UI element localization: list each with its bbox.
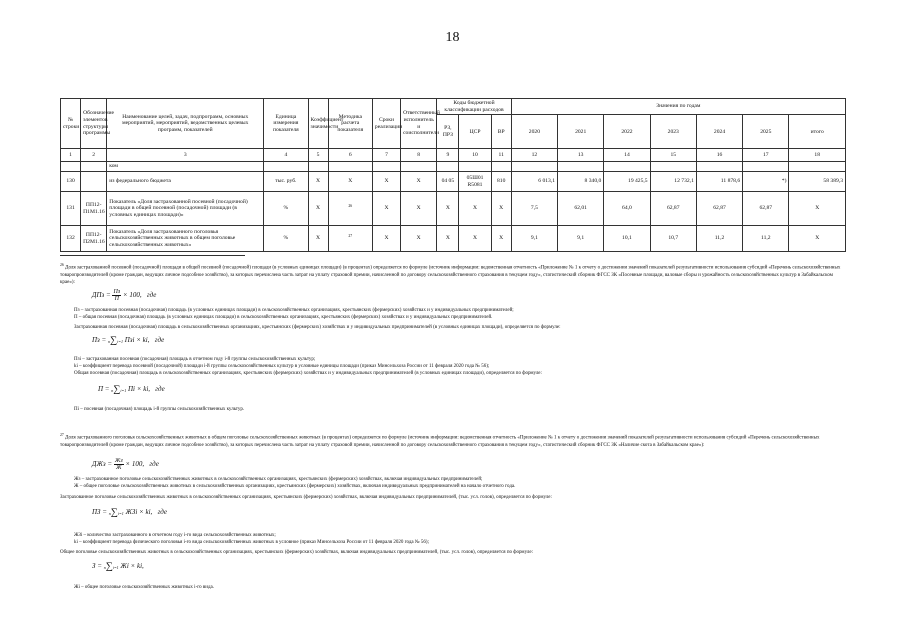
table-header-row [61, 99, 846, 115]
row-vr: 810 [491, 172, 511, 192]
row-value-2024: 11,2 [696, 226, 742, 252]
col-number: 6 [328, 149, 372, 162]
header-csr: ЦСР [459, 115, 491, 149]
row-csr: 05Ш01 R5081 [459, 172, 491, 192]
formula-dpz: ДПз = $\frac{Пз}{П}$ × 100, где [92, 289, 157, 302]
row-value-total: Х [789, 226, 846, 252]
col-number: 14 [604, 149, 650, 162]
col-number: 18 [789, 149, 846, 162]
row-executor: Х [401, 172, 437, 192]
row-csr: Х [459, 226, 491, 252]
footnote-27-intro: $^{27}$ Доля застрахованного поголовья сельскохозяйственных животных в общем поголовье сельскохозяйственных животных (в процентах) определяется по формуле (источник информации: ведомственная отчетность «Приложение № 1 к отчету о достижении значений показателей результативности использования субсидий «Перечень сельскохозяйственных товаропроизводителей (кроме граждан, ведущих личное подсобное хозяйство), за которых перечислена часть затрат на уплату страховой премии, начисленной по договору сельскохозяйственного страхования в текущем году», статистический сборник ФГСС ЗК «Наличие скота в Забайкальском крае»): [60, 433, 820, 448]
footnote-26-number: 26 [60, 263, 64, 267]
footnote-27 [60, 432, 846, 449]
row-rz: Х [437, 226, 459, 252]
row-name: Показатель «Доля застрахованной посевной (посадочной) площади в общей посевной (посадочной) площади (в условных единицах площади)» [107, 192, 264, 226]
col-number: 10 [459, 149, 491, 162]
footnote-26-defs-3: Пi – посевная (посадочная) площадь i-й группы сельскохозяйственных культур. [74, 407, 245, 412]
row-value-2020: 9,1 [511, 226, 557, 252]
footnote-26 [60, 262, 846, 286]
row-method: Х [328, 172, 372, 192]
header-unit: Единица измерения показателя [264, 99, 308, 149]
col-number: 2 [81, 149, 107, 162]
col-number: 16 [696, 149, 742, 162]
formula-p: П = n∑i=1 Пi × ki, где [98, 384, 165, 395]
header-year: 2020 [511, 115, 557, 149]
row-value-2025: *) [743, 172, 789, 192]
row-value-2022: 64,0 [604, 192, 650, 226]
row-value-2025: 62,87 [743, 192, 789, 226]
footnote-separator [60, 255, 245, 256]
row-coef: Х [308, 226, 328, 252]
col-number: 17 [743, 149, 789, 162]
row-method [328, 226, 372, 252]
col-number: 13 [558, 149, 604, 162]
row-value-2021: 9,1 [558, 226, 604, 252]
col-number: 12 [511, 149, 557, 162]
col-number: 3 [107, 149, 264, 162]
col-number: 4 [264, 149, 308, 162]
formula-z: З = n∑i=1 Жi × ki, [92, 561, 144, 572]
row-name: Показатель «Доля застрахованного поголовья сельскохозяйственных животных в общем поголовье сельскохозяйственных животных» [107, 226, 264, 252]
row-vr: Х [491, 192, 511, 226]
header-values-by-year: Значения по годам [511, 99, 845, 115]
indicators-table [60, 98, 846, 252]
footnote-26-defs: Пз – застрахованная посевная (посадочная) площадь (в условных единицах площади) в сельскохозяйственных организациях, крестьянских (фермерских) хозяйствах и у индивидуальных предпринимателей; П – общая посевная (посадочная) площадь (в условных единицах площади) в сельскохозяйственных организациях, крестьянских (фермерских) хозяйствах и у индивидуальных предпринимателей. Застрахованная посевная (посадочная) площадь в сельскохозяйственных организациях, крестьянских (фермерских) хозяйствах и у индивидуальных предпринимателей (в условных единицах площади), определяется по формуле: [74, 308, 561, 330]
header-name: Наименование целей, задач, подпрограмм, основных мероприятий, мероприятий, ведомственных целевых программ, показателей [107, 99, 264, 149]
row-value-2021: 8 340,0 [558, 172, 604, 192]
row-value-2023: 62,87 [650, 192, 696, 226]
page-number: 18 [445, 30, 460, 45]
header-year: 2023 [650, 115, 696, 149]
col-number: 1 [61, 149, 81, 162]
footnote-27-defs-3: Жi – общее поголовье сельскохозяйственных животных i-го вида. [74, 585, 214, 590]
col-number: 7 [372, 149, 400, 162]
formula-pz-animals: ПЗ = n∑i=1 ЖЗi × ki, где [92, 507, 168, 518]
header-num: № строки [61, 99, 81, 149]
footnote-ref[interactable]: 27 [348, 234, 353, 239]
continuation-text: ком [107, 162, 264, 172]
row-num: 131 [61, 192, 81, 226]
row-value-2024: 11 878,6 [696, 172, 742, 192]
header-method: Методика расчета показателя [328, 99, 372, 149]
header-executor: Ответственный исполнитель и соисполнители [401, 99, 437, 149]
row-num: 132 [61, 226, 81, 252]
footnote-ref[interactable]: 26 [348, 204, 353, 209]
header-coef: Коэффициент значимости [308, 99, 328, 149]
row-coef: Х [308, 192, 328, 226]
row-csr: Х [459, 192, 491, 226]
row-value-2022: 10,1 [604, 226, 650, 252]
row-unit: % [264, 192, 308, 226]
table-row [61, 192, 846, 226]
row-designation [81, 172, 107, 192]
footnote-27-defs-2: ЖЗi – количество застрахованного в отчетном году i-го вида сельскохозяйственных животных; ki – коэффициент перевода физического поголовья i-го вида сельскохозяйственных животных в условное (приказ Минсельхоза России от 11 февраля 2020 года № 56); Общее поголовье сельскохозяйственных животных в сельскохозяйственных организациях, крестьянских (фермерских) хозяйствах, включая индивидуальных предпринимателей, (тыс. усл. голов), определяется по формуле: [60, 533, 533, 555]
table-row-continuation [61, 162, 846, 172]
col-number: 11 [491, 149, 511, 162]
row-vr: Х [491, 226, 511, 252]
col-number: 9 [437, 149, 459, 162]
row-terms: Х [372, 172, 400, 192]
row-executor: Х [401, 226, 437, 252]
row-unit: тыс. руб. [264, 172, 308, 192]
col-number: 15 [650, 149, 696, 162]
footnote-27-number: 27 [60, 433, 64, 437]
row-value-2024: 62,87 [696, 192, 742, 226]
row-value-2020: 7,5 [511, 192, 557, 226]
row-value-2025: 11,2 [743, 226, 789, 252]
header-year: 2025 [743, 115, 789, 149]
row-terms: Х [372, 226, 400, 252]
row-designation: ПП12-П1М1.16 [81, 192, 107, 226]
row-num: 130 [61, 172, 81, 192]
row-unit: % [264, 226, 308, 252]
row-designation: ПП12-П2М1.16 [81, 226, 107, 252]
footnote-27-defs: Жз – застрахованное поголовье сельскохозяйственных животных в сельскохозяйственных организациях, крестьянских (фермерских) хозяйствах, включая индивидуальных предпринимателей; Ж – общее поголовье сельскохозяйственных животных в сельскохозяйственных организациях, крестьянских (фермерских) хозяйствах, включая индивидуальных предпринимателей на начало отчетного года. Застрахованное поголовье сельскохозяйственных животных в сельскохозяйственных организациях, крестьянских (фермерских) хозяйствах, включая индивидуальных предпринимателей, (тыс. усл. голов), определяется по формуле: [60, 477, 552, 500]
header-rz: РЗ, ПРЗ [437, 115, 459, 149]
row-value-2020: 6 013,1 [511, 172, 557, 192]
table-row [61, 172, 846, 192]
row-value-2022: 19 425,5 [604, 172, 650, 192]
col-number: 5 [308, 149, 328, 162]
row-method [328, 192, 372, 226]
formula-pz: Пз = n∑i=1 Пзi × ki, где [92, 335, 165, 346]
row-value-2023: 10,7 [650, 226, 696, 252]
row-executor: Х [401, 192, 437, 226]
header-total: итого [789, 115, 846, 149]
header-designation: Обозначение элементов структуры программы [81, 99, 107, 149]
row-value-total: Х [789, 192, 846, 226]
header-year: 2022 [604, 115, 650, 149]
header-year: 2024 [696, 115, 742, 149]
footnote-26-intro: $^{26}$ Доля застрахованной посевной (посадочной) площади в общей посевной (посадочной) площади (в условных единицах площади) (в процентах) определяется по формуле (источник информации: ведомственная отчетность «Приложение № 1 к отчету о достижении значений показателей результативности использования субсидий «Перечень сельскохозяйственных товаропроизводителей (кроме граждан, ведущих личное подсобное хозяйство), за которых перечислена часть затрат на уплату страховой премии, начисленной по договору сельскохозяйственного страхования в текущем году», статистический сборник ФГСС ЗК «Посевные площади, валовые сборы и урожайность сельскохозяйственных культур в Забайкальском крае»): [60, 263, 841, 285]
column-numbers-row [61, 149, 846, 162]
table-row [61, 226, 846, 252]
header-year: 2021 [558, 115, 604, 149]
row-value-2023: 12 732,1 [650, 172, 696, 192]
row-value-2021: 62,01 [558, 192, 604, 226]
footnote-26-defs-2: Пзi – застрахованная посевная (посадочная) площадь в отчетном году i-й группы сельскохозяйственных культур; ki – коэффициент перевода посевной (посадочной) площади i-й группы сельскохозяйственных культур в условные единицы площади (приказ Минсельхоза России от 11 февраля 2020 года № 56); Общая посевная (посадочная) площадь в сельскохозяйственных организациях, крестьянских (фермерских) хозяйствах и у индивидуальных предпринимателей (в условных единицах площади), определяется по формуле: [74, 357, 542, 376]
header-vr: ВР [491, 115, 511, 149]
row-value-total: 58 389,3 [789, 172, 846, 192]
header-terms: Сроки реализации [372, 99, 400, 149]
row-terms: Х [372, 192, 400, 226]
row-rz: Х [437, 192, 459, 226]
row-name: из федерального бюджета [107, 172, 264, 192]
formula-dzh: ДЖз = $\frac{Жз}{Ж}$ × 100, где [92, 458, 159, 471]
row-rz: 04 05 [437, 172, 459, 192]
header-budget-codes: Коды бюджетной классификации расходов [437, 99, 511, 115]
col-number: 8 [401, 149, 437, 162]
row-coef: Х [308, 172, 328, 192]
